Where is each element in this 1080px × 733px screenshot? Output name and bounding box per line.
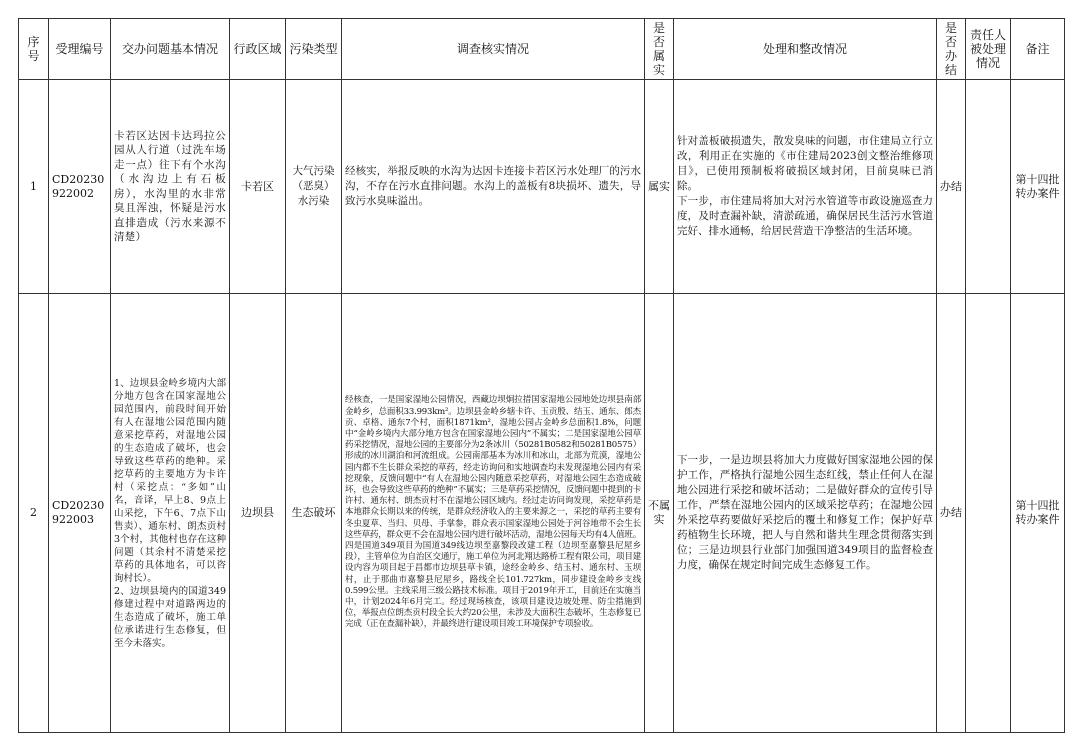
header-seq: 序号 <box>19 19 49 80</box>
header-responsible: 责任人被处理情况 <box>966 19 1011 80</box>
cell-id: CD20230922002 <box>49 80 111 294</box>
cell-closed: 办结 <box>937 294 966 733</box>
header-pollution: 污染类型 <box>286 19 342 80</box>
header-handling: 处理和整改情况 <box>674 19 937 80</box>
cell-remark: 第十四批转办案件 <box>1011 294 1065 733</box>
cell-handling: 下一步，一是边坝县将加大力度做好国家湿地公园的保护工作，严格执行湿地公园生态红线，禁止任何人在湿地公园进行采挖和破坏活动；二是做好群众的宣传引导工作，严禁在湿地公园内的区域采挖草药；在湿地公园外采挖草药要做好采挖后的覆土和修复工作；保护好草药植物生长环境，把人与自然和谐共生理念贯彻落实到位；三是边坝县行业部门加强国道349项目的监督检查力度，确保在规定时间完成生态修复工作。 <box>674 294 937 733</box>
cell-investigation: 经核查，一是国家湿地公园情况，西藏边坝炯拉措国家湿地公园地处边坝县南部金岭乡，总面积33.993km²。边坝县金岭乡辖卡许、玉贡殷、结玉、通东、郎杰贡、卓格、通东7个村，面积1871km²，湿地公园占金岭乡总面积1.8%，问题中“金岭乡境内大部分地方包含在国家湿地公园内”不属实；二是国家湿地公园草药采挖情况，湿地公园的主要部分为2条冰川（50281B0582和50281B0575）形成的冰川湖泊和河流组成。公园南部基本为冰川和冰山，北部为荒漠，湿地公园内都不生长群众采挖的草药，经走访询问和实地调查均未发现湿地公园内有采挖现象，反馈问题中“有人在湿地公园内随意采挖草药，对湿地公园生态造成破坏，也会导致这些草药的绝种”不属实；三是草药采挖情况，反馈问题中提到的卡许村、通东村、朗杰贡村不在湿地公园区域内。经过走访问询发现，采挖草药是本地群众长期以来的传统，是群众经济收入的主要来源之一，采挖的草药主要有冬虫夏草、当归、贝母、手掌参，群众表示国家湿地公园处于河谷地带不会生长这些草药，群众更不会在湿地公园内进行破坏活动，湿地公园每天均有4人值班。四是国道349项目为国道349线边坝至嘉黎段改建工程（边坝至嘉黎县尼屋乡段），主管单位为自治区交通厅，施工单位为河北翔达路桥工程有限公司，项目建设内容为项目起于昌都市边坝县草卡镇，途经金岭乡、结玉村、通东村、玉坝村，止于那曲市嘉黎县尼屋乡，路线全长101.727km，同步建设金岭乡支线0.599公里。主线采用三级公路技术标准。项目于2019年开工，目前还在实施当中，计划2024年6月完工。经过现场核查，该项目建设边坡处理、防尘措施到位，举报点位朗杰贡村段全长大约20公里，未涉及大面积生态破坏，生态修复已完成（正在查漏补缺），并最终进行建设项目竣工环境保护专项验收。 <box>342 294 645 733</box>
cell-verified: 属实 <box>645 80 674 294</box>
header-remark: 备注 <box>1011 19 1065 80</box>
header-problem: 交办问题基本情况 <box>111 19 230 80</box>
table-row <box>19 80 1065 294</box>
header-closed: 是否办结 <box>937 19 966 80</box>
cell-region: 边坝县 <box>230 294 286 733</box>
cell-responsible <box>966 80 1011 294</box>
cell-region: 卡若区 <box>230 80 286 294</box>
cell-seq: 2 <box>19 294 49 733</box>
cell-investigation: 经核实，举报反映的水沟为达因卡连接卡若区污水处理厂的污水沟，不存在污水直排问题。水沟上的盖板有8块损坏、遗失，导致污水臭味溢出。 <box>342 80 645 294</box>
cell-verified: 不属实 <box>645 294 674 733</box>
case-table <box>18 18 1065 733</box>
header-row <box>19 19 1065 80</box>
cell-problem: 1、边坝县金岭乡境内大部分地方包含在国家湿地公园范围内，前段时间开始有人在湿地公园范围内随意采挖草药，对湿地公园的生态造成了破坏，也会导致这些草药的绝种。采挖草药的主要地方为卡许村（采挖点：“多如”山名，音译，早上8、9点上山采挖，下午6、7点下山售卖）、通东村、朗杰贡村3个村，其他村也存在这种问题（其余村不清楚采挖草药的具体地名，可以咨询村长）。 2、边坝县境内的国道349修建过程中对道路两边的生态造成了破坏，施工单位承诺进行生态修复，但至今未落实。 <box>111 294 230 733</box>
cell-id: CD20230922003 <box>49 294 111 733</box>
header-investigation: 调查核实情况 <box>342 19 645 80</box>
header-region: 行政区域 <box>230 19 286 80</box>
table-row <box>19 294 1065 733</box>
cell-remark: 第十四批转办案件 <box>1011 80 1065 294</box>
header-id: 受理编号 <box>49 19 111 80</box>
cell-closed: 办结 <box>937 80 966 294</box>
cell-pollution: 生态破坏 <box>286 294 342 733</box>
cell-responsible <box>966 294 1011 733</box>
cell-handling: 针对盖板破损遗失，散发臭味的问题，市住建局立行立改，利用正在实施的《市住建局2023创文整治维修项目》，已使用预制板将破损区域封闭，目前臭味已消除。 下一步，市住建局将加大对污水管道等市政设施巡查力度，及时查漏补缺，清淤疏通，确保居民生活污水管道完好、排水通畅，给居民营造干净整洁的生活环境。 <box>674 80 937 294</box>
cell-seq: 1 <box>19 80 49 294</box>
cell-problem: 卡若区达因卡达玛拉公园从人行道（过洗车场走一点）往下有个水沟（水沟边上有石板房），水沟里的水非常臭且浑浊，怀疑是污水直排造成（污水来源不清楚） <box>111 80 230 294</box>
header-verified: 是否属实 <box>645 19 674 80</box>
cell-pollution: 大气污染（恶臭）水污染 <box>286 80 342 294</box>
